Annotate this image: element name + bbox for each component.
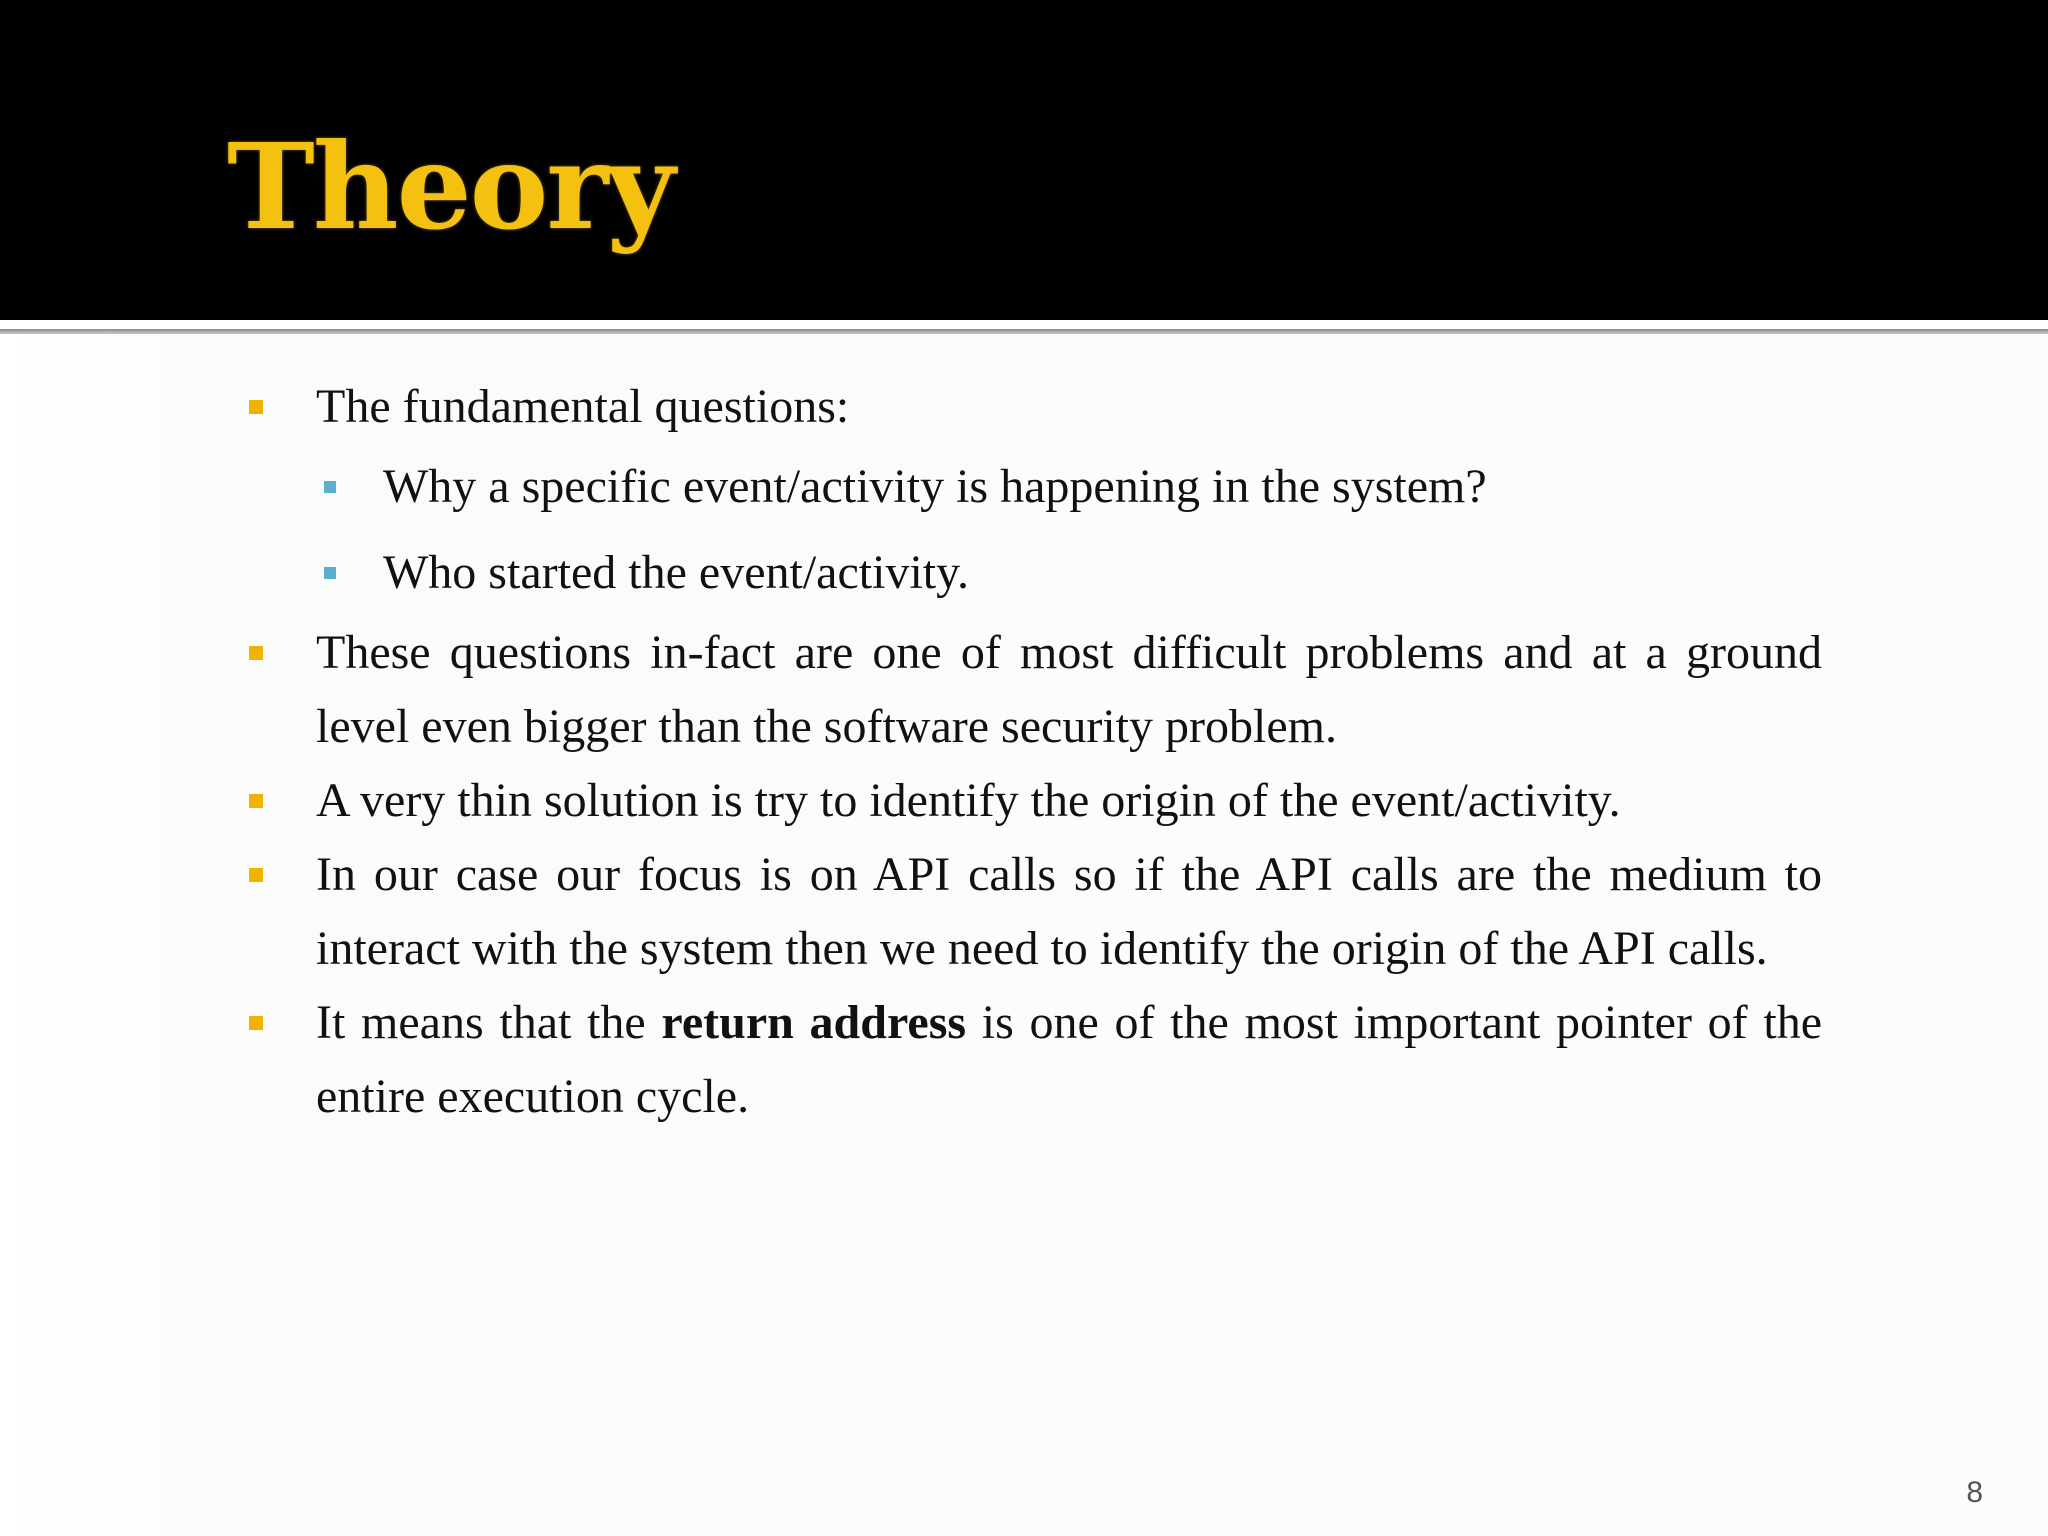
sub-list-item	[0, 530, 1683, 616]
list-item	[0, 616, 1822, 764]
list-item	[0, 838, 1822, 986]
list-item-text: In our case our focus is on API calls so if the API calls are the medium to interact with the system then we need to identify the origin of the API calls.	[316, 848, 1822, 975]
list-item-text: Why a specific event/activity is happening in the system?	[383, 460, 1487, 513]
list-item-text: Who started the event/activity.	[383, 546, 970, 599]
list-item	[0, 986, 1822, 1134]
divider-highlight	[0, 320, 2048, 329]
list-item-text: The fundamental questions:	[316, 380, 850, 433]
square-bullet-icon	[324, 567, 336, 579]
list-item-text-end: is one of the most important pointer of the entire execution cycle.	[316, 996, 1823, 1123]
list-item	[0, 764, 1822, 838]
title-bar	[0, 0, 2048, 320]
page-number: 8	[1966, 1476, 1983, 1509]
list-item	[0, 370, 1822, 444]
square-bullet-icon	[249, 1016, 263, 1030]
square-bullet-icon	[324, 481, 336, 493]
emphasis-return-address: return address	[661, 996, 967, 1049]
square-bullet-icon	[249, 400, 263, 414]
square-bullet-icon	[249, 868, 263, 882]
sub-list-item	[0, 444, 1683, 530]
square-bullet-icon	[249, 646, 263, 660]
bullet-list	[0, 370, 2048, 1134]
divider-line	[0, 329, 2048, 334]
list-item-text: These questions in-fact are one of most difficult problems and at a ground level even bigger than the software security problem.	[316, 626, 1822, 753]
list-item-text: A very thin solution is try to identify the origin of the event/activity.	[316, 774, 1621, 827]
list-item-text	[316, 996, 1822, 1123]
list-item-text-start: It means that the	[316, 996, 662, 1049]
square-bullet-icon	[249, 794, 263, 808]
slide-title: Theory	[227, 117, 674, 256]
